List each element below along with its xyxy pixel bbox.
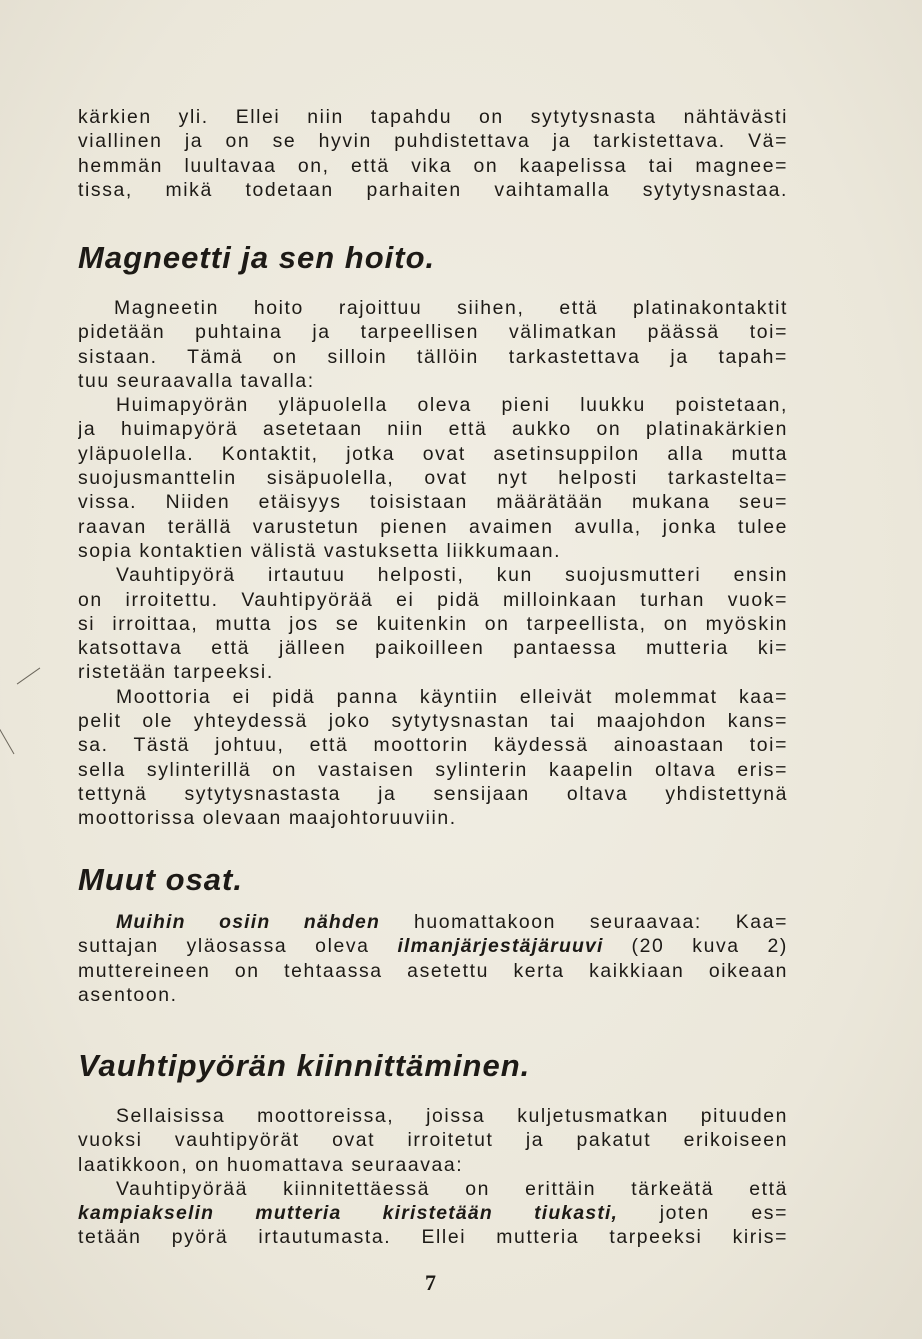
scan-mark xyxy=(0,728,14,754)
text-span: joten es= xyxy=(618,1202,788,1225)
page-number: 7 xyxy=(425,1270,436,1295)
text-span: huomattakoon seuraavaa: Kaa= xyxy=(380,911,788,933)
text-line: pelit ole yhteydessä joko sytytysnastan tai maajohdon kans= xyxy=(78,710,788,733)
text-line xyxy=(78,934,788,958)
text-line: pidetään puhtaina ja tarpeellisen välimatkan päässä toi= xyxy=(78,321,788,344)
text-line: muttereineen on tehtaassa asetettu kerta kaikkiaan oikeaan xyxy=(78,959,788,982)
heading-magneetti: Magneetti ja sen hoito. xyxy=(78,240,436,275)
scan-mark xyxy=(17,668,41,685)
text-line: katsottava että jälleen paikoilleen pantaessa mutteria ki= xyxy=(78,637,788,660)
text-line: vuoksi vauhtipyörät ovat irroitetut ja pakatut erikoiseen xyxy=(78,1129,788,1152)
text-line: moottorissa olevaan maajohtoruuviin. xyxy=(78,807,457,830)
text-line: Vauhtipyörää kiinnitettäessä on erittäin tärkeätä että xyxy=(116,1177,788,1200)
heading-muut-osat: Muut osat. xyxy=(78,862,243,897)
text-line: Huimapyörän yläpuolella oleva pieni luukku poistetaan, xyxy=(116,394,788,417)
text-line: sa. Tästä johtuu, että moottorin käydessä ainoastaan toi= xyxy=(78,734,788,757)
text-line: tettynä sytytysnastasta ja sensijaan oltava yhdistettynä xyxy=(78,782,788,805)
vauhtipyora-body xyxy=(78,1104,788,1250)
text-line: si irroittaa, mutta jos se kuitenkin on tarpeellista, on myöskin xyxy=(78,612,788,635)
emphasis-text: Muihin osiin nähden xyxy=(116,911,381,933)
text-line: Sellaisissa moottoreissa, joissa kuljetusmatkan pituuden xyxy=(116,1105,788,1127)
text-line: hemmän luultavaa on, että vika on kaapelissa tai magnee= xyxy=(78,154,788,177)
text-line: Vauhtipyörä irtautuu helposti, kun suojusmutteri ensin xyxy=(116,564,788,587)
text-line: tuu seuraavalla tavalla: xyxy=(78,369,315,392)
text-line: viallinen ja on se hyvin puhdistettava ja tarkistettava. Vä= xyxy=(78,130,788,153)
text-line xyxy=(78,910,788,934)
text-line: Moottoria ei pidä panna käyntiin elleivät molemmat kaa= xyxy=(116,685,788,708)
text-line: on irroitettu. Vauhtipyörää ei pidä milloinkaan turhan vuok= xyxy=(78,588,788,611)
emphasis-text: ilmanjärjestäjäruuvi xyxy=(397,935,604,958)
text-line: sopia kontaktien välistä vastuksetta liikkumaan. xyxy=(78,539,562,562)
text-span: suttajan yläosassa oleva xyxy=(78,935,398,958)
text-line: laatikkoon, on huomattava seuraavaa: xyxy=(78,1153,464,1176)
text-line: tissa, mikä todetaan parhaiten vaihtamalla sytytysnastaa. xyxy=(78,178,788,201)
text-line: ja huimapyörä asetetaan niin että aukko on platinakärkien xyxy=(78,418,788,441)
text-line: tetään pyörä irtautumasta. Ellei mutteria tarpeeksi kiris= xyxy=(78,1226,788,1249)
text-line: yläpuolella. Kontaktit, jotka ovat asetinsuppilon alla mutta xyxy=(78,442,788,465)
heading-vauhtipyoran-kiinnittaminen: Vauhtipyörän kiinnittäminen. xyxy=(78,1048,531,1083)
text-line: vissa. Niiden etäisyys toisistaan määrätään mukana seu= xyxy=(78,491,788,514)
text-line: asentoon. xyxy=(78,983,178,1006)
intro-paragraph xyxy=(78,105,788,202)
text-line: ristetään tarpeeksi. xyxy=(78,661,274,684)
text-line: sella sylinterillä on vastaisen sylinterin kaapelin oltava eris= xyxy=(78,758,788,781)
text-line xyxy=(78,1201,788,1225)
text-line: suojusmanttelin sisäpuolella, ovat nyt helposti tarkastelta= xyxy=(78,467,788,490)
text-line: Magneetin hoito rajoittuu siihen, että platinakontaktit xyxy=(114,297,788,319)
text-line: raavan terällä varustetun pienen avaimen avulla, jonka tulee xyxy=(78,515,788,538)
emphasis-text: kampiakselin mutteria kiristetään tiukasti, xyxy=(78,1202,619,1225)
text-span: (20 kuva 2) xyxy=(603,935,788,958)
magneetti-body xyxy=(78,296,788,831)
muut-osat-body xyxy=(78,910,788,1007)
text-line: kärkien yli. Ellei niin tapahdu on sytytysnasta nähtävästi xyxy=(78,106,788,128)
text-line: sistaan. Tämä on silloin tällöin tarkastettava ja tapah= xyxy=(78,345,788,368)
